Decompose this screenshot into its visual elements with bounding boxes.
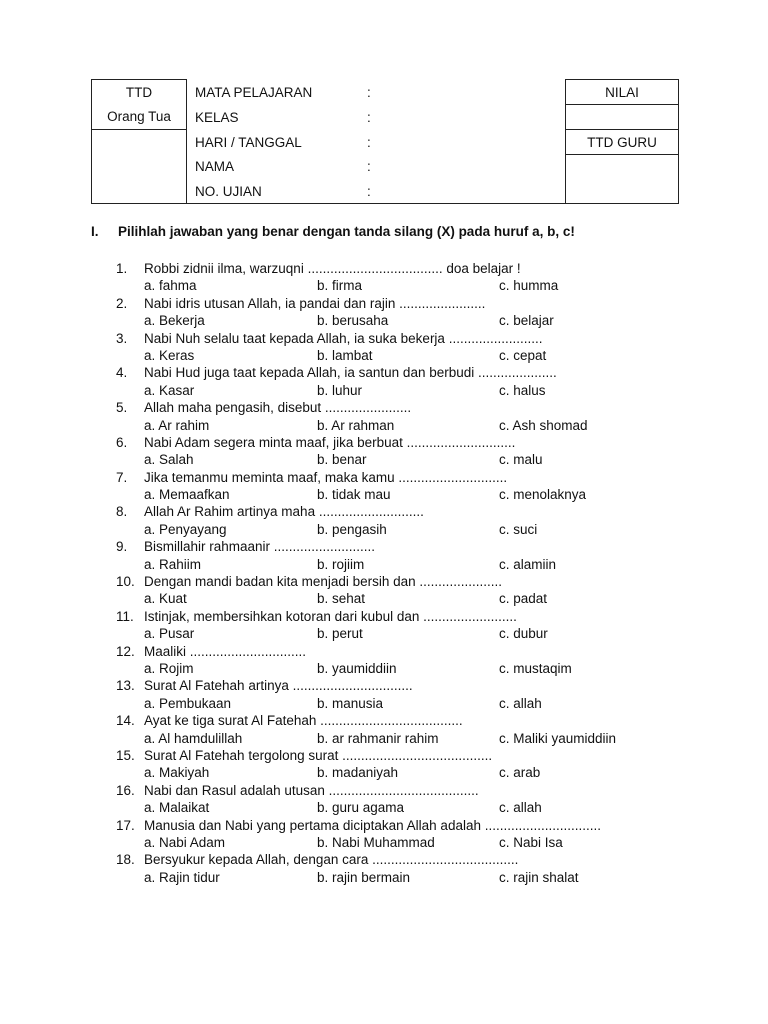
question-item bbox=[116, 712, 716, 747]
option-c[interactable]: c. padat bbox=[499, 591, 548, 607]
option-a[interactable]: a. Salah bbox=[144, 452, 194, 468]
question-item bbox=[116, 851, 716, 886]
field-no-ujian: NO. UJIAN : bbox=[187, 179, 566, 204]
question-number: 13. bbox=[116, 678, 135, 694]
option-a[interactable]: a. Kuat bbox=[144, 591, 187, 607]
question-text: Nabi Hud juga taat kepada Allah, ia santun dan berbudi ..................... bbox=[144, 365, 557, 381]
question-item bbox=[116, 434, 716, 469]
question-number: 3. bbox=[116, 330, 128, 346]
option-a[interactable]: a. Makiyah bbox=[144, 765, 210, 781]
option-c[interactable]: c. belajar bbox=[499, 313, 554, 329]
question-text: Allah Ar Rahim artinya maha ............................ bbox=[144, 504, 424, 520]
question-item bbox=[116, 782, 716, 817]
option-c[interactable]: c. mustaqim bbox=[499, 660, 572, 676]
option-a[interactable]: a. Bekerja bbox=[144, 313, 205, 329]
option-a[interactable]: a. Pusar bbox=[144, 626, 195, 642]
option-a[interactable]: a. fahma bbox=[144, 278, 197, 294]
option-a[interactable]: a. Nabi Adam bbox=[144, 834, 226, 850]
question-number: 16. bbox=[116, 782, 135, 798]
question-text: Jika temanmu meminta maaf, maka kamu ............................. bbox=[144, 469, 508, 485]
question-number: 7. bbox=[116, 469, 128, 485]
question-text: Robbi zidnii ilma, warzuqni .................................... doa belajar ! bbox=[144, 261, 521, 276]
option-c[interactable]: c. Ash shomad bbox=[499, 417, 588, 433]
option-c[interactable]: c. allah bbox=[499, 800, 542, 816]
exam-header-table bbox=[91, 79, 679, 204]
instruction bbox=[91, 224, 575, 239]
question-text: Surat Al Fatehah artinya ................................ bbox=[144, 678, 413, 694]
question-number: 14. bbox=[116, 713, 135, 729]
question-number: 18. bbox=[116, 852, 135, 868]
question-text: Allah maha pengasih, disebut ....................... bbox=[144, 400, 412, 416]
question-number: 1. bbox=[116, 261, 128, 276]
option-c[interactable]: c. Maliki yaumiddiin bbox=[499, 730, 617, 746]
field-kelas: KELAS : bbox=[187, 105, 566, 130]
question-item bbox=[116, 747, 716, 782]
question-item bbox=[116, 573, 716, 608]
question-number: 9. bbox=[116, 539, 128, 555]
question-text: Istinjak, membersihkan kotoran dari kubul dan ......................... bbox=[144, 608, 517, 624]
option-a[interactable]: a. Al hamdulillah bbox=[144, 730, 243, 746]
ttd-guru-signature-cell bbox=[566, 155, 679, 180]
option-c[interactable]: c. allah bbox=[499, 695, 542, 711]
question-text: Manusia dan Nabi yang pertama diciptakan Allah adalah ............................... bbox=[144, 817, 601, 833]
option-b[interactable]: b. madaniyah bbox=[317, 765, 399, 781]
question-item bbox=[116, 364, 716, 399]
option-a[interactable]: a. Keras bbox=[144, 347, 195, 363]
question-number: 2. bbox=[116, 295, 128, 311]
question-number: 4. bbox=[116, 365, 128, 381]
option-b[interactable]: b. rajin bermain bbox=[317, 869, 411, 885]
ttd-signature-cell-3 bbox=[92, 179, 187, 204]
option-c[interactable]: c. alamiin bbox=[499, 556, 557, 572]
question-item bbox=[116, 538, 716, 573]
question-text: Bersyukur kepada Allah, dengan cara ....................................... bbox=[144, 852, 519, 868]
question-text: Nabi idris utusan Allah, ia pandai dan rajin ....................... bbox=[144, 295, 486, 311]
question-text: Dengan mandi badan kita menjadi bersih dan ...................... bbox=[144, 574, 502, 590]
question-item bbox=[116, 399, 716, 434]
question-text: Nabi Adam segera minta maaf, jika berbuat ............................. bbox=[144, 434, 516, 450]
ttd-signature-cell bbox=[92, 130, 187, 155]
field-nama: NAMA : bbox=[187, 155, 566, 180]
question-number: 11. bbox=[116, 608, 134, 624]
question-text: Nabi Nuh selalu taat kepada Allah, ia suka bekerja ......................... bbox=[144, 330, 543, 346]
option-b[interactable]: b. tidak mau bbox=[317, 487, 391, 503]
question-item bbox=[116, 330, 716, 365]
option-a[interactable]: a. Malaikat bbox=[144, 800, 210, 816]
option-b[interactable]: b. Ar rahman bbox=[317, 417, 395, 433]
option-a[interactable]: a. Rajin tidur bbox=[144, 869, 220, 885]
option-c[interactable]: c. halus bbox=[499, 382, 546, 398]
option-b[interactable]: b. Nabi Muhammad bbox=[317, 834, 435, 850]
option-a[interactable]: a. Pembukaan bbox=[144, 695, 232, 711]
question-number: 15. bbox=[116, 747, 135, 763]
question-item bbox=[116, 608, 716, 643]
option-b[interactable]: b. guru agama bbox=[317, 800, 405, 816]
question-text: Maaliki ............................... bbox=[144, 643, 307, 659]
orang-tua-cell: Orang Tua bbox=[92, 105, 187, 130]
question-text: Ayat ke tiga surat Al Fatehah ...................................... bbox=[144, 713, 463, 729]
option-c[interactable]: c. dubur bbox=[499, 626, 548, 642]
question-item bbox=[116, 643, 716, 678]
question-number: 17. bbox=[116, 817, 135, 833]
option-a[interactable]: a. Penyayang bbox=[144, 521, 227, 537]
question-item bbox=[116, 677, 716, 712]
option-a[interactable]: a. Ar rahim bbox=[144, 417, 210, 433]
instruction-text: Pilihlah jawaban yang benar dengan tanda silang (X) pada huruf a, b, c! bbox=[118, 224, 575, 239]
option-c[interactable]: c. arab bbox=[499, 765, 541, 781]
option-a[interactable]: a. Rojim bbox=[144, 660, 194, 676]
option-b[interactable]: b. lambat bbox=[317, 347, 373, 363]
option-b[interactable]: b. yaumiddiin bbox=[317, 660, 397, 676]
option-b[interactable]: b. benar bbox=[317, 452, 367, 468]
option-b[interactable]: b. ar rahmanir rahim bbox=[317, 730, 439, 746]
question-item bbox=[116, 469, 716, 504]
question-item bbox=[116, 260, 716, 295]
option-b[interactable]: b. firma bbox=[317, 278, 363, 294]
option-c[interactable]: c. Nabi Isa bbox=[499, 834, 563, 850]
option-b[interactable]: b. luhur bbox=[317, 382, 363, 398]
option-a[interactable]: a. Kasar bbox=[144, 382, 195, 398]
question-number: 6. bbox=[116, 434, 128, 450]
ttd-guru-cell: TTD GURU bbox=[566, 130, 679, 155]
question-number: 12. bbox=[116, 643, 135, 659]
question-number: 8. bbox=[116, 504, 128, 520]
option-c[interactable]: c. humma bbox=[499, 278, 559, 294]
ttd-guru-signature-cell-2 bbox=[566, 179, 679, 204]
option-c[interactable]: c. malu bbox=[499, 452, 543, 468]
option-c[interactable]: c. suci bbox=[499, 521, 538, 537]
question-item bbox=[116, 295, 716, 330]
option-c[interactable]: c. rajin shalat bbox=[499, 869, 579, 885]
nilai-cell: NILAI bbox=[566, 80, 679, 105]
field-hari-tanggal: HARI / TANGGAL : bbox=[187, 130, 566, 155]
question-number: 5. bbox=[116, 400, 128, 416]
question-list bbox=[116, 260, 716, 886]
option-b[interactable]: b. perut bbox=[317, 626, 363, 642]
option-b[interactable]: b. rojiim bbox=[317, 556, 365, 572]
option-b[interactable]: b. sehat bbox=[317, 591, 366, 607]
option-a[interactable]: a. Memaafkan bbox=[144, 487, 230, 503]
ttd-signature-cell-2 bbox=[92, 155, 187, 180]
question-text: Bismillahir rahmaanir ........................... bbox=[144, 539, 376, 555]
ttd-cell: TTD bbox=[92, 80, 187, 105]
question-text: Nabi dan Rasul adalah utusan ........................................ bbox=[144, 782, 479, 798]
option-a[interactable]: a. Rahiim bbox=[144, 556, 202, 572]
question-item bbox=[116, 503, 716, 538]
option-b[interactable]: b. berusaha bbox=[317, 313, 389, 329]
field-mata-pelajaran: MATA PELAJARAN : bbox=[187, 80, 566, 105]
option-b[interactable]: b. manusia bbox=[317, 695, 384, 711]
nilai-value-cell bbox=[566, 105, 679, 130]
question-number: 10. bbox=[116, 574, 135, 590]
question-text: Surat Al Fatehah tergolong surat ........................................ bbox=[144, 747, 493, 763]
section-number: I. bbox=[91, 224, 99, 239]
option-b[interactable]: b. pengasih bbox=[317, 521, 387, 537]
question-item bbox=[116, 817, 716, 852]
option-c[interactable]: c. menolaknya bbox=[499, 487, 587, 503]
option-c[interactable]: c. cepat bbox=[499, 347, 547, 363]
